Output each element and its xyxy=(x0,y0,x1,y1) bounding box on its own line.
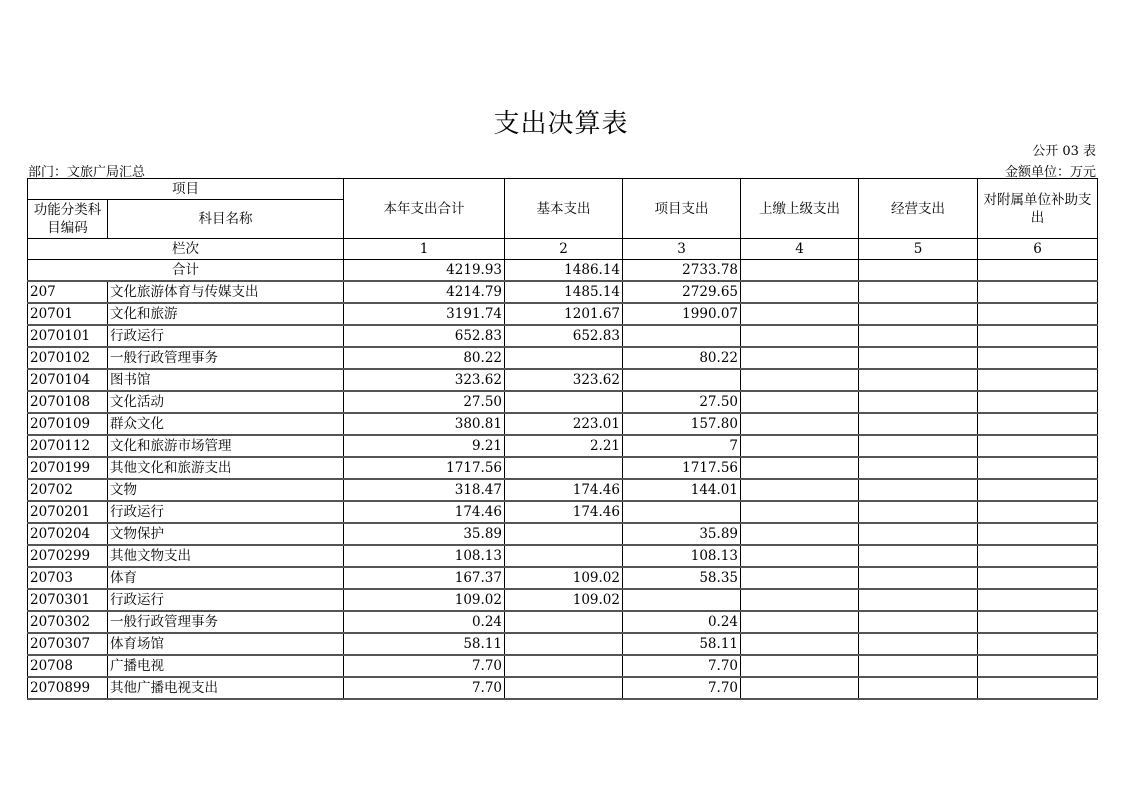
total-cell: 167.37 xyxy=(344,567,505,589)
subsidy-cell xyxy=(978,369,1098,391)
subject-name-cell: 其他广播电视支出 xyxy=(108,677,344,699)
subject-name-cell: 一般行政管理事务 xyxy=(108,347,344,369)
table-row xyxy=(28,589,1098,611)
subject-name-cell: 文物保护 xyxy=(108,523,344,545)
project-cell: 58.35 xyxy=(623,567,741,589)
basic-cell: 174.46 xyxy=(505,501,623,523)
subject-name-cell: 一般行政管理事务 xyxy=(108,611,344,633)
upper-cell xyxy=(741,523,859,545)
header-upper: 上缴上级支出 xyxy=(741,179,859,239)
code-cell: 2070204 xyxy=(28,523,108,545)
table-row xyxy=(28,523,1098,545)
basic-cell xyxy=(505,545,623,567)
code-cell: 20703 xyxy=(28,567,108,589)
table-row xyxy=(28,655,1098,677)
table-row xyxy=(28,413,1098,435)
subject-name-cell: 体育场馆 xyxy=(108,633,344,655)
table-row xyxy=(28,457,1098,479)
table-row xyxy=(28,347,1098,369)
code-cell: 20708 xyxy=(28,655,108,677)
basic-cell xyxy=(505,677,623,699)
expenditure-table xyxy=(27,178,1098,700)
code-cell: 2070299 xyxy=(28,545,108,567)
total-cell: 1717.56 xyxy=(344,457,505,479)
basic-cell xyxy=(505,611,623,633)
subject-name-cell: 文化和旅游市场管理 xyxy=(108,435,344,457)
subject-name-cell: 其他文化和旅游支出 xyxy=(108,457,344,479)
code-cell: 207 xyxy=(28,281,108,303)
business-cell xyxy=(859,435,978,457)
business-cell xyxy=(859,369,978,391)
project-cell: 58.11 xyxy=(623,633,741,655)
code-cell: 2070108 xyxy=(28,391,108,413)
code-cell: 20702 xyxy=(28,479,108,501)
business-cell xyxy=(859,545,978,567)
department-label: 部门：文旅广局汇总 xyxy=(28,165,146,180)
subject-name-cell: 广播电视 xyxy=(108,655,344,677)
project-cell: 35.89 xyxy=(623,523,741,545)
project-cell xyxy=(623,501,741,523)
amount-unit-label: 金额单位：万元 xyxy=(1004,165,1096,180)
subsidy-cell xyxy=(978,677,1098,699)
index-cell: 3 xyxy=(623,239,741,260)
table-row xyxy=(28,567,1098,589)
business-cell xyxy=(859,633,978,655)
table-row xyxy=(28,501,1098,523)
upper-cell xyxy=(741,479,859,501)
table-row xyxy=(28,479,1098,501)
subsidy-cell xyxy=(978,567,1098,589)
header-basic: 基本支出 xyxy=(505,179,623,239)
total-cell: 323.62 xyxy=(344,369,505,391)
table-row xyxy=(28,369,1098,391)
total-cell: 7.70 xyxy=(344,677,505,699)
upper-cell xyxy=(741,589,859,611)
business-cell xyxy=(859,567,978,589)
upper-cell xyxy=(741,457,859,479)
table-row xyxy=(28,611,1098,633)
basic-cell xyxy=(505,347,623,369)
total-row xyxy=(28,260,1098,282)
business-cell xyxy=(859,391,978,413)
basic-cell: 323.62 xyxy=(505,369,623,391)
project-cell xyxy=(623,369,741,391)
total-cell: 318.47 xyxy=(344,479,505,501)
subsidy-cell xyxy=(978,325,1098,347)
total-cell: 109.02 xyxy=(344,589,505,611)
upper-cell xyxy=(741,567,859,589)
project-cell: 1717.56 xyxy=(623,457,741,479)
document-code: 公开 03 表 xyxy=(1032,144,1096,159)
index-cell: 1 xyxy=(344,239,505,260)
upper-cell xyxy=(741,325,859,347)
upper-cell xyxy=(741,303,859,325)
upper-cell xyxy=(741,501,859,523)
project-cell: 7.70 xyxy=(623,677,741,699)
basic-cell xyxy=(505,655,623,677)
code-cell: 20701 xyxy=(28,303,108,325)
table-row xyxy=(28,281,1098,303)
table-row xyxy=(28,677,1098,699)
business-cell xyxy=(859,677,978,699)
upper-cell xyxy=(741,413,859,435)
header-business: 经营支出 xyxy=(859,179,978,239)
column-index-row xyxy=(28,239,1098,260)
upper-cell xyxy=(741,633,859,655)
header-func-code: 功能分类科目编码 xyxy=(28,200,108,239)
project-cell xyxy=(623,589,741,611)
project-cell: 2729.65 xyxy=(623,281,741,303)
code-cell: 2070102 xyxy=(28,347,108,369)
business-cell xyxy=(859,325,978,347)
upper-cell xyxy=(741,369,859,391)
upper-cell xyxy=(741,655,859,677)
total-label: 合计 xyxy=(28,260,344,282)
total-cell: 27.50 xyxy=(344,391,505,413)
basic-cell xyxy=(505,391,623,413)
table-row xyxy=(28,633,1098,655)
basic-cell: 1201.67 xyxy=(505,303,623,325)
subsidy-cell xyxy=(978,281,1098,303)
subject-name-cell: 文化旅游体育与传媒支出 xyxy=(108,281,344,303)
business-cell xyxy=(859,457,978,479)
header-subject-name: 科目名称 xyxy=(108,200,344,239)
subject-name-cell: 图书馆 xyxy=(108,369,344,391)
subsidy-cell xyxy=(978,589,1098,611)
subject-name-cell: 体育 xyxy=(108,567,344,589)
business-cell xyxy=(859,655,978,677)
subsidy-cell xyxy=(978,523,1098,545)
subsidy-cell xyxy=(978,457,1098,479)
header-total: 本年支出合计 xyxy=(344,179,505,239)
subsidy-cell xyxy=(978,633,1098,655)
code-cell: 2070101 xyxy=(28,325,108,347)
header-project: 项目支出 xyxy=(623,179,741,239)
basic-cell: 223.01 xyxy=(505,413,623,435)
upper-cell xyxy=(741,435,859,457)
table-row xyxy=(28,391,1098,413)
subsidy-cell xyxy=(978,501,1098,523)
subsidy-cell xyxy=(978,611,1098,633)
subject-name-cell: 行政运行 xyxy=(108,589,344,611)
total-cell: 108.13 xyxy=(344,545,505,567)
subsidy-cell xyxy=(978,479,1098,501)
project-cell: 144.01 xyxy=(623,479,741,501)
subsidy-cell xyxy=(978,260,1098,282)
total-cell: 7.70 xyxy=(344,655,505,677)
basic-cell: 174.46 xyxy=(505,479,623,501)
basic-cell: 109.02 xyxy=(505,589,623,611)
basic-cell: 1485.14 xyxy=(505,281,623,303)
project-cell: 80.22 xyxy=(623,347,741,369)
code-cell: 2070201 xyxy=(28,501,108,523)
table-row xyxy=(28,303,1098,325)
total-cell: 0.24 xyxy=(344,611,505,633)
basic-cell xyxy=(505,457,623,479)
header-item-group: 项目 xyxy=(28,179,344,200)
project-cell: 7 xyxy=(623,435,741,457)
upper-cell xyxy=(741,347,859,369)
subsidy-cell xyxy=(978,413,1098,435)
basic-cell xyxy=(505,523,623,545)
total-cell: 80.22 xyxy=(344,347,505,369)
code-cell: 2070302 xyxy=(28,611,108,633)
project-cell: 27.50 xyxy=(623,391,741,413)
subject-name-cell: 文物 xyxy=(108,479,344,501)
project-cell: 157.80 xyxy=(623,413,741,435)
code-cell: 2070301 xyxy=(28,589,108,611)
total-cell: 174.46 xyxy=(344,501,505,523)
subject-name-cell: 文化活动 xyxy=(108,391,344,413)
project-cell xyxy=(623,325,741,347)
subsidy-cell xyxy=(978,303,1098,325)
subject-name-cell: 行政运行 xyxy=(108,325,344,347)
upper-cell xyxy=(741,677,859,699)
header-subsidy: 对附属单位补助支出 xyxy=(978,179,1098,239)
basic-cell: 1486.14 xyxy=(505,260,623,282)
total-cell: 35.89 xyxy=(344,523,505,545)
business-cell xyxy=(859,260,978,282)
index-cell: 6 xyxy=(978,239,1098,260)
total-cell: 652.83 xyxy=(344,325,505,347)
total-cell: 9.21 xyxy=(344,435,505,457)
basic-cell xyxy=(505,633,623,655)
index-label: 栏次 xyxy=(28,239,344,260)
code-cell: 2070307 xyxy=(28,633,108,655)
code-cell: 2070899 xyxy=(28,677,108,699)
page-title: 支出决算表 xyxy=(493,109,629,139)
subsidy-cell xyxy=(978,545,1098,567)
basic-cell: 2.21 xyxy=(505,435,623,457)
business-cell xyxy=(859,347,978,369)
subject-name-cell: 其他文物支出 xyxy=(108,545,344,567)
code-cell: 2070112 xyxy=(28,435,108,457)
index-cell: 5 xyxy=(859,239,978,260)
upper-cell xyxy=(741,260,859,282)
basic-cell: 652.83 xyxy=(505,325,623,347)
total-cell: 3191.74 xyxy=(344,303,505,325)
index-cell: 2 xyxy=(505,239,623,260)
total-cell: 4214.79 xyxy=(344,281,505,303)
business-cell xyxy=(859,413,978,435)
project-cell: 1990.07 xyxy=(623,303,741,325)
business-cell xyxy=(859,611,978,633)
code-cell: 2070199 xyxy=(28,457,108,479)
subsidy-cell xyxy=(978,391,1098,413)
code-cell: 2070109 xyxy=(28,413,108,435)
business-cell xyxy=(859,479,978,501)
table-row xyxy=(28,435,1098,457)
table-row xyxy=(28,545,1098,567)
subject-name-cell: 群众文化 xyxy=(108,413,344,435)
subsidy-cell xyxy=(978,347,1098,369)
total-cell: 58.11 xyxy=(344,633,505,655)
project-cell: 108.13 xyxy=(623,545,741,567)
table-row xyxy=(28,325,1098,347)
business-cell xyxy=(859,523,978,545)
upper-cell xyxy=(741,391,859,413)
total-cell: 380.81 xyxy=(344,413,505,435)
business-cell xyxy=(859,501,978,523)
business-cell xyxy=(859,281,978,303)
subsidy-cell xyxy=(978,435,1098,457)
business-cell xyxy=(859,589,978,611)
subject-name-cell: 行政运行 xyxy=(108,501,344,523)
project-cell: 2733.78 xyxy=(623,260,741,282)
project-cell: 7.70 xyxy=(623,655,741,677)
basic-cell: 109.02 xyxy=(505,567,623,589)
index-cell: 4 xyxy=(741,239,859,260)
upper-cell xyxy=(741,611,859,633)
business-cell xyxy=(859,303,978,325)
upper-cell xyxy=(741,281,859,303)
upper-cell xyxy=(741,545,859,567)
subject-name-cell: 文化和旅游 xyxy=(108,303,344,325)
subsidy-cell xyxy=(978,655,1098,677)
total-cell: 4219.93 xyxy=(344,260,505,282)
code-cell: 2070104 xyxy=(28,369,108,391)
project-cell: 0.24 xyxy=(623,611,741,633)
